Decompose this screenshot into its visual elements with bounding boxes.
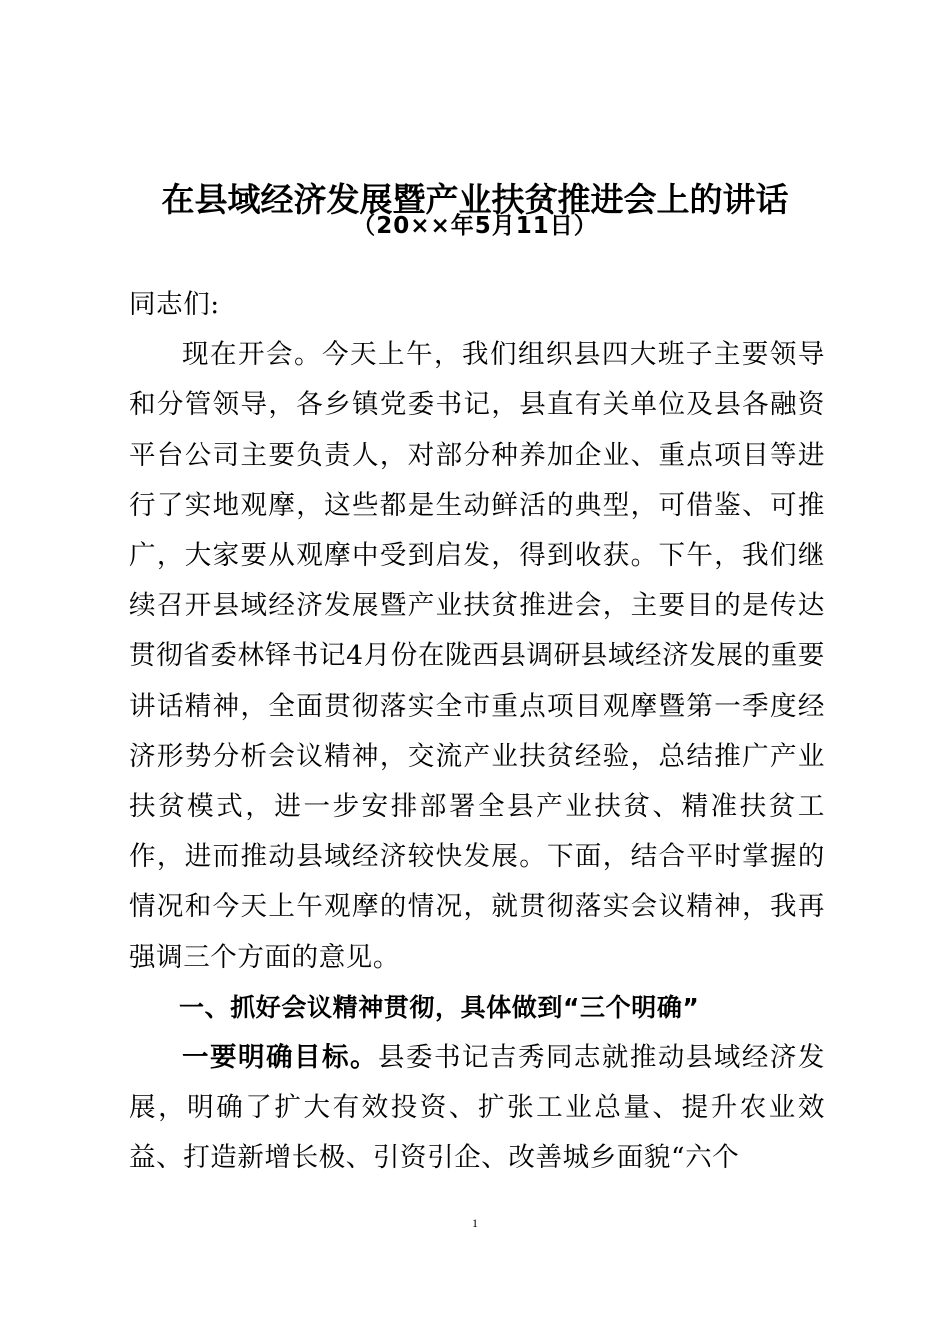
point-text: 县委书记吉秀同志就推动县域经济发展，明确了扩大有效投资、扩张工业总量、提升农业效益、打造新增长极、引资引企、改善城乡面貌“六个 (129, 1042, 825, 1174)
salutation: 同志们: (129, 289, 220, 320)
paragraph: 现在开会。今天上午，我们组织县四大班子主要领导和分管领导，各乡镇党委书记，县直有关单位及县各融资平台公司主要负责人，对部分种养加企业、重点项目等进行了实地观摩，这些都是生动鲜活的典型，可借鉴、可推广，大家要从观摩中受到启发，得到收获。下午，我们继续召开县域经济发展暨产业扶贫推进会，主要目的是传达贯彻省委林铎书记4月份在陇西县调研县域经济发展的重要讲话精神，全面贯彻落实全市重点项目观摩暨第一季度经济形势分析会议精神，交流产业扶贫经验，总结推广产业扶贫模式，进一步安排部署全县产业扶贫、精准扶贫工作，进而推动县域经济较快发展。下面，结合平时掌握的情况和今天上午观摩的情况，就贯彻落实会议精神，我再强调三个方面的意见。 (129, 339, 825, 973)
document-title: 在县域经济发展暨产业扶贫推进会上的讲话 (161, 180, 789, 219)
page-number: 1 (472, 1216, 478, 1230)
paragraph (129, 1033, 825, 1184)
document-body (129, 280, 825, 1184)
section-heading: 一、抓好会议精神贯彻，具体做到“三个明确” (179, 992, 700, 1022)
point-lead: 一要明确目标。 (182, 1042, 378, 1074)
document-date: （20××年5月11日） (352, 213, 598, 239)
